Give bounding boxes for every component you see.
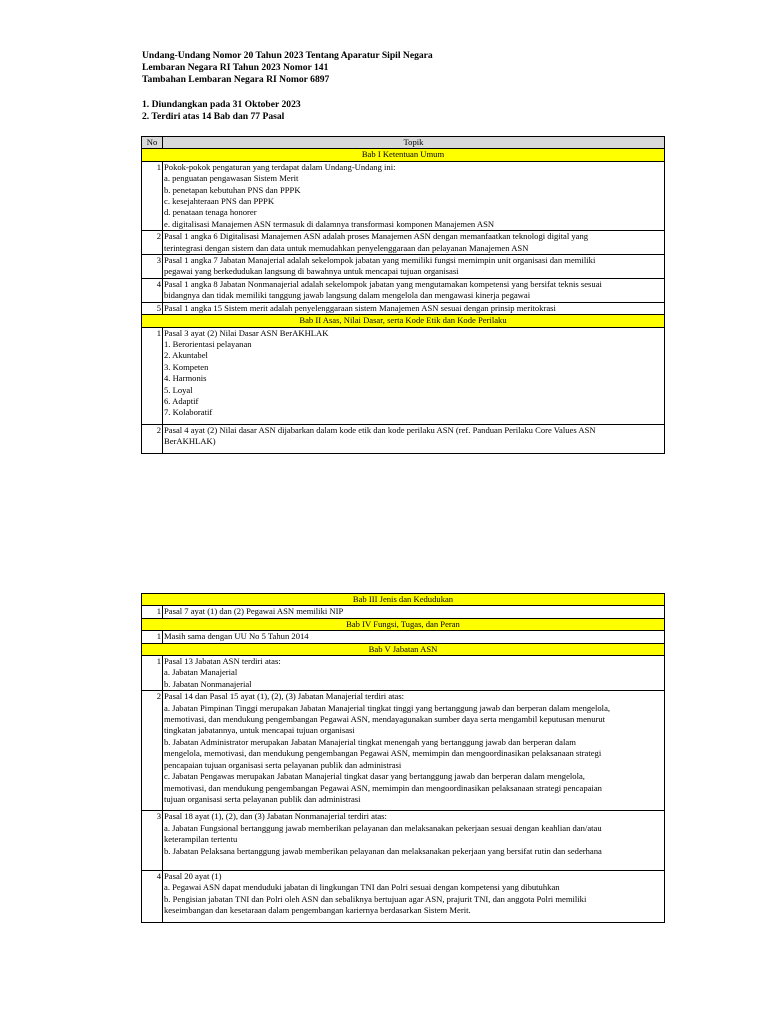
topic-line: b. penetapan kebutuhan PNS dan PPPK <box>164 184 301 195</box>
table-row <box>142 691 665 811</box>
topic-line: memotivasi, dan mendukung pengembangan Pegawai ASN, memimpin dan mengoordinasikan pelaksanaan strategi pencapaian <box>164 782 602 793</box>
section-title-bab-3: Bab III Jenis dan Kedudukan <box>142 594 665 606</box>
topic-line: tingkatan jabatannya, untuk mencapai tujuan organisasi <box>164 725 355 736</box>
row-topic <box>163 327 665 424</box>
topic-line: c. Jabatan Pengawas merupakan Jabatan Manajerial tingkat dasar yang bertanggung jawab dan berperan dalam mengelola, <box>164 771 585 782</box>
row-topic <box>163 302 665 314</box>
topic-line: bidangnya dan tidak memiliki tanggung jawab langsung dalam mengelola dan mengawasi kinerja pegawai <box>164 290 531 301</box>
topic-line: d. penataan tenaga honorer <box>164 207 257 218</box>
row-number: 2 <box>142 691 163 811</box>
row-number: 4 <box>142 278 163 302</box>
section-title-bab-4: Bab IV Fungsi, Tugas, dan Peran <box>142 618 665 630</box>
topic-line: 1. Berorientasi pelayanan <box>164 338 252 349</box>
row-number: 1 <box>142 656 163 691</box>
row-number: 5 <box>142 302 163 314</box>
column-header-no: No <box>142 137 163 149</box>
section-row <box>142 149 665 161</box>
topic-line: Pasal 3 ayat (2) Nilai Dasar ASN BerAKHLAK <box>164 327 329 338</box>
topic-line: a. penguatan pengawasan Sistem Merit <box>164 173 299 184</box>
topic-line: tujuan organisasi serta pelayanan publik dan administrasi <box>164 793 361 804</box>
topic-line: mengelola, memotivasi, dan mendukung pengembangan Pegawai ASN, memimpin dan mengoordinasikan pelaksanaan strategi <box>164 748 602 759</box>
topic-line: b. Jabatan Pelaksana bertanggung jawab memberikan pelayanan dan melaksanakan pekerjaan yang bersifat rutin dan sederhana <box>164 845 602 856</box>
table-row <box>142 278 665 302</box>
topic-line: Pasal 7 ayat (1) dan (2) Pegawai ASN memiliki NIP <box>164 606 344 617</box>
topic-line: b. Pengisian jabatan TNI dan Polri oleh ASN dan sebaliknya bertujuan agar ASN, prajurit TNI, dan anggota Polri memiliki <box>164 893 587 904</box>
topic-line: a. Jabatan Manajerial <box>164 667 238 678</box>
table-row <box>142 606 665 618</box>
topic-line: keterampilan tertentu <box>164 834 238 845</box>
row-topic <box>163 424 665 453</box>
table-row <box>142 327 665 424</box>
row-topic <box>163 811 665 871</box>
row-topic <box>163 656 665 691</box>
section-row <box>142 315 665 327</box>
topic-line: a. Jabatan Pimpinan Tinggi merupakan Jabatan Manajerial tingkat tinggi yang bertanggung jawab dan berperan dalam mengelola, <box>164 702 611 713</box>
section-title-bab-2: Bab II Asas, Nilai Dasar, serta Kode Etik dan Kode Perilaku <box>142 315 665 327</box>
topic-line: Pasal 4 ayat (2) Nilai dasar ASN dijabarkan dalam kode etik dan kode perilaku ASN (ref. Panduan Perilaku Core Values ASN <box>164 424 596 435</box>
topic-line: Masih sama dengan UU No 5 Tahun 2014 <box>164 631 309 642</box>
table-row <box>142 255 665 279</box>
row-topic <box>163 255 665 279</box>
topic-line: pencapaian tujuan organisasi serta pelayanan publik dan administrasi <box>164 759 402 770</box>
row-number: 4 <box>142 870 163 922</box>
table-row <box>142 870 665 922</box>
row-topic <box>163 870 665 922</box>
topic-line: terintegrasi dengan sistem dan data untuk memudahkan penyelenggaraan dan pelayanan Manajemen ASN <box>164 242 529 253</box>
topic-line: a. Jabatan Fungsional bertanggung jawab memberikan pelayanan dan melaksanakan pekerjaan sesuai dengan keahlian dan/atau <box>164 822 602 833</box>
section-row <box>142 618 665 630</box>
topic-line: Pasal 1 angka 15 Sistem merit adalah penyelenggaraan sistem Manajemen ASN sesuai dengan prinsip meritokrasi <box>164 302 556 313</box>
topic-table-1 <box>141 136 665 454</box>
table-header-row <box>142 137 665 149</box>
topic-line: a. Pegawai ASN dapat menduduki jabatan di lingkungan TNI dan Polri sesuai dengan kompetensi yang dibutuhkan <box>164 882 560 893</box>
row-number: 2 <box>142 424 163 453</box>
table-row <box>142 302 665 314</box>
fact-promulgated: 1. Diundangkan pada 31 Oktober 2023 <box>142 98 301 110</box>
topic-line: b. Jabatan Nonmanajerial <box>164 678 252 689</box>
gazette-supplement: Tambahan Lembaran Negara RI Nomor 6897 <box>142 74 330 86</box>
topic-line: c. kesejahteraan PNS dan PPPK <box>164 196 275 207</box>
row-number: 3 <box>142 255 163 279</box>
topic-line: Pokok-pokok pengaturan yang terdapat dalam Undang-Undang ini: <box>164 161 396 172</box>
row-topic <box>163 231 665 255</box>
row-number: 1 <box>142 631 163 643</box>
topic-line: 2. Akuntabel <box>164 350 208 361</box>
document-header <box>142 50 433 123</box>
row-number: 3 <box>142 811 163 871</box>
row-number: 2 <box>142 231 163 255</box>
section-title-bab-1: Bab I Ketentuan Umum <box>142 149 665 161</box>
topic-line: memotivasi, dan mendukung pengembangan Pegawai ASN, mendayagunakan sumber daya serta mengambil keputusan menurut <box>164 714 606 725</box>
topic-line: BerAKHLAK) <box>164 436 216 447</box>
table-row <box>142 656 665 691</box>
topic-line: 6. Adaptif <box>164 395 199 406</box>
topic-line: Pasal 13 Jabatan ASN terdiri atas: <box>164 656 281 667</box>
row-number: 1 <box>142 161 163 230</box>
row-topic <box>163 631 665 643</box>
topic-line: Pasal 14 dan Pasal 15 ayat (1), (2), (3) Jabatan Manajerial terdiri atas: <box>164 691 405 702</box>
topic-line: 4. Harmonis <box>164 373 207 384</box>
row-number: 1 <box>142 327 163 424</box>
section-row <box>142 643 665 655</box>
section-row <box>142 594 665 606</box>
table-row <box>142 231 665 255</box>
topic-line: keseimbangan dan kesetaraan dalam pengembangan kariernya berdasarkan Sistem Merit. <box>164 905 471 916</box>
topic-line: Pasal 20 ayat (1) <box>164 870 222 881</box>
row-topic <box>163 606 665 618</box>
topic-line: b. Jabatan Administrator merupakan Jabatan Manajerial tingkat menengah yang bertanggung jawab dan berperan dalam <box>164 736 576 747</box>
fact-structure: 2. Terdiri atas 14 Bab dan 77 Pasal <box>142 110 285 122</box>
topic-line: pegawai yang berkedudukan langsung di bawahnya untuk mencapai tujuan organisasi <box>164 266 459 277</box>
topic-line: e. digitalisasi Manajemen ASN termasuk di dalamnya transformasi komponen Manajemen ASN <box>164 218 495 229</box>
row-number: 1 <box>142 606 163 618</box>
topic-line: Pasal 18 ayat (1), (2), dan (3) Jabatan Nonmanajerial terdiri atas: <box>164 811 387 822</box>
law-title: Undang-Undang Nomor 20 Tahun 2023 Tentang Aparatur Sipil Negara <box>142 50 433 61</box>
topic-line: 3. Kompeten <box>164 361 209 372</box>
table-row <box>142 424 665 453</box>
row-topic <box>163 691 665 811</box>
row-topic <box>163 278 665 302</box>
topic-line: Pasal 1 angka 8 Jabatan Nonmanajerial adalah sekelompok jabatan yang mengutamakan kompetensi yang bersifat teknis sesuai <box>164 278 602 289</box>
table-row <box>142 631 665 643</box>
topic-line: 7. Kolaboratif <box>164 407 213 418</box>
section-title-bab-5: Bab V Jabatan ASN <box>142 643 665 655</box>
topic-line: 5. Loyal <box>164 384 193 395</box>
topic-line: Pasal 1 angka 6 Digitalisasi Manajemen ASN adalah proses Manajemen ASN dengan memanfaatkan teknologi digital yang <box>164 231 589 242</box>
topic-line: Pasal 1 angka 7 Jabatan Manajerial adalah sekelompok jabatan yang memiliki fungsi memimpin unit organisasi dan memiliki <box>164 255 596 266</box>
table-row <box>142 811 665 871</box>
state-gazette: Lembaran Negara RI Tahun 2023 Nomor 141 <box>142 62 329 74</box>
column-header-topic: Topik <box>163 137 665 149</box>
table-row <box>142 161 665 230</box>
row-topic <box>163 161 665 230</box>
topic-table-2 <box>141 593 665 923</box>
